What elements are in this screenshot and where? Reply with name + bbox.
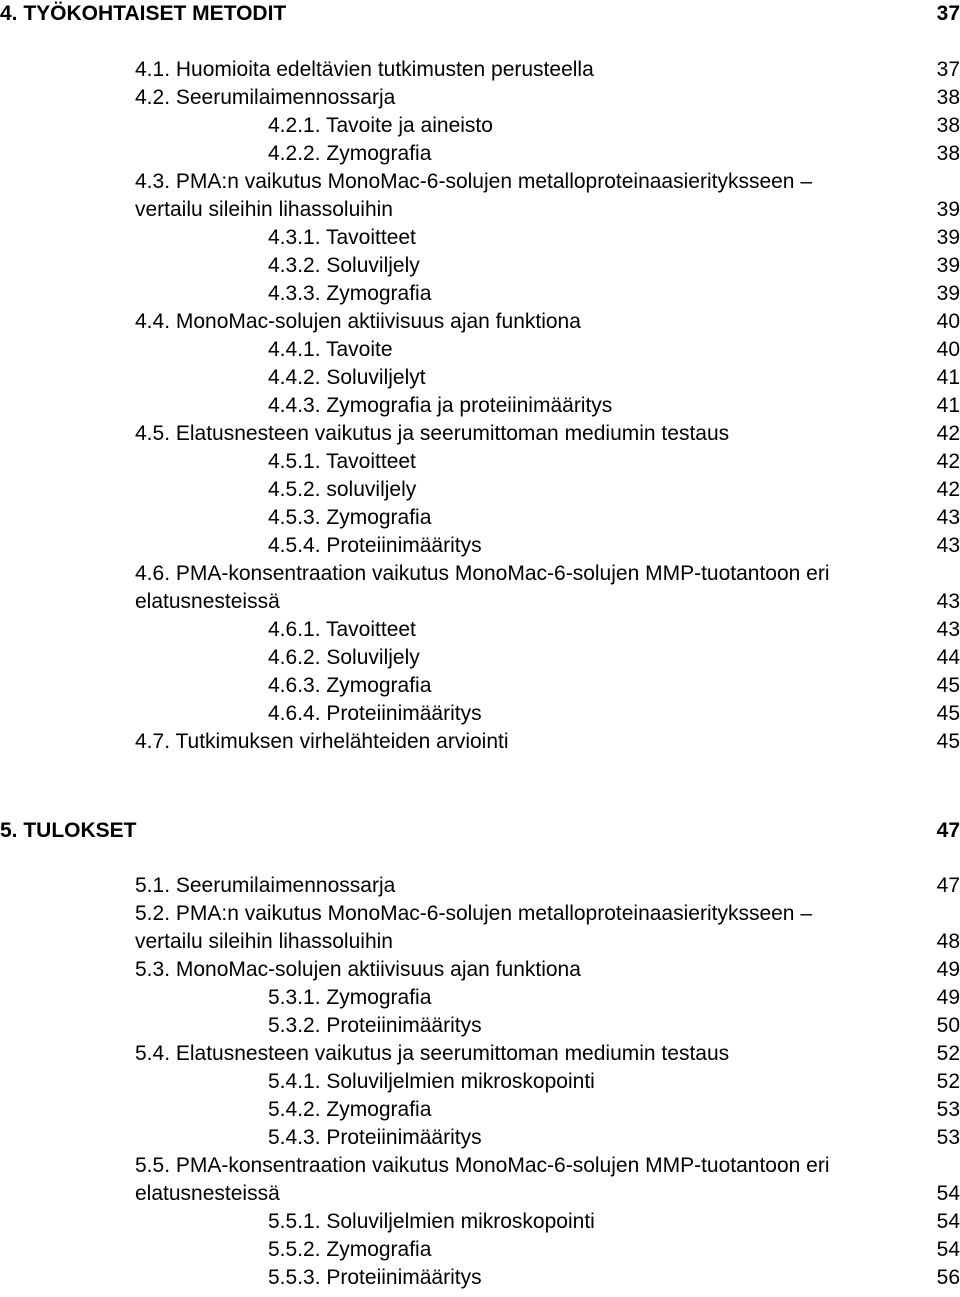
toc-entry[interactable] — [0, 928, 960, 956]
toc-entry-page: 39 — [936, 254, 960, 277]
toc-entry-title: 4.6.2. Soluviljely — [268, 646, 420, 669]
toc-entry-page: 56 — [936, 1266, 960, 1289]
toc-entry-title: 4.3.1. Tavoitteet — [268, 226, 416, 249]
toc-entry-title: 4.4.1. Tavoite — [268, 338, 393, 361]
toc-entry-title: 4.3.3. Zymografia — [268, 282, 432, 305]
toc-entry[interactable] — [0, 336, 960, 364]
toc-entry-title: 4.5. Elatusnesteen vaikutus ja seerumittoman mediumin testaus — [135, 422, 730, 445]
toc-entry[interactable] — [0, 1068, 960, 1096]
toc-entry[interactable] — [0, 644, 960, 672]
toc-entry-page: 37 — [936, 58, 960, 81]
toc-entry-title: 4.5.2. soluviljely — [268, 478, 417, 501]
toc-entry-page: 43 — [936, 506, 960, 529]
toc-entry-page: 41 — [936, 394, 960, 417]
toc-entry[interactable] — [0, 1208, 960, 1236]
toc-entry[interactable] — [0, 392, 960, 420]
toc-entry-title: 4.2. Seerumilaimennossarja — [135, 86, 396, 109]
toc-entry-title: 5.5.2. Zymografia — [268, 1238, 432, 1261]
toc-entry-page: 39 — [936, 198, 960, 221]
toc-entry-title: 5.5.3. Proteiinimääritys — [268, 1266, 482, 1289]
toc-entry-page: 39 — [936, 282, 960, 305]
toc-entry-title: 4.6.1. Tavoitteet — [268, 618, 416, 641]
toc-entry[interactable] — [0, 252, 960, 280]
toc-entry[interactable] — [0, 672, 960, 700]
toc-entry[interactable] — [0, 588, 960, 616]
toc-entry[interactable] — [0, 420, 960, 448]
toc-entry-page: 42 — [936, 422, 960, 445]
toc-entry-page: 40 — [936, 310, 960, 333]
toc-entry[interactable] — [0, 168, 960, 196]
toc-entry-page: 44 — [936, 646, 960, 669]
toc-entry[interactable] — [0, 872, 960, 900]
toc-entry-title: 4. TYÖKOHTAISET METODIT — [0, 2, 287, 25]
toc-entry-title: 5.3.1. Zymografia — [268, 986, 432, 1009]
toc-entry-title: 4.4. MonoMac-solujen aktiivisuus ajan funktiona — [135, 310, 581, 333]
toc-entry-title: 5.1. Seerumilaimennossarja — [135, 874, 396, 897]
toc-entry-page: 43 — [936, 534, 960, 557]
toc-entry[interactable] — [0, 224, 960, 252]
toc-entry[interactable] — [0, 196, 960, 224]
toc-entry[interactable] — [0, 1040, 960, 1068]
toc-entry[interactable] — [0, 140, 960, 168]
toc-entry-page: 47 — [936, 819, 960, 842]
toc-entry-page: 45 — [936, 674, 960, 697]
toc-entry-page: 40 — [936, 338, 960, 361]
toc-entry[interactable] — [0, 616, 960, 644]
toc-entry[interactable] — [0, 1124, 960, 1152]
toc-entry-title: 5.4.3. Proteiinimääritys — [268, 1126, 482, 1149]
toc-entry-page: 52 — [936, 1042, 960, 1065]
toc-entry[interactable] — [0, 984, 960, 1012]
toc-entry[interactable] — [0, 700, 960, 728]
toc-entry-title: 4.1. Huomioita edeltävien tutkimusten perusteella — [135, 58, 594, 81]
toc-entry-title: 5.2. PMA:n vaikutus MonoMac-6-solujen metalloproteinaasierityksseen – — [135, 902, 812, 925]
toc-entry-page: 38 — [936, 142, 960, 165]
toc-entry-page: 38 — [936, 86, 960, 109]
toc-entry-page: 53 — [936, 1126, 960, 1149]
toc-entry[interactable] — [0, 112, 960, 140]
toc-entry-page: 43 — [936, 618, 960, 641]
toc-entry-title: 4.5.4. Proteiinimääritys — [268, 534, 482, 557]
toc-entry[interactable] — [0, 1264, 960, 1292]
toc-entry[interactable] — [0, 504, 960, 532]
toc-entry-page: 53 — [936, 1098, 960, 1121]
toc-entry[interactable] — [0, 900, 960, 928]
toc-entry-title: 4.3. PMA:n vaikutus MonoMac-6-solujen metalloproteinaasierityksseen – — [135, 170, 812, 193]
toc-entry-title: elatusnesteissä — [135, 1182, 280, 1205]
toc-entry-page: 43 — [936, 590, 960, 613]
toc-entry[interactable] — [0, 1096, 960, 1124]
toc-entry-page: 49 — [936, 958, 960, 981]
toc-entry-page: 38 — [936, 114, 960, 137]
toc-entry-page: 54 — [936, 1182, 960, 1205]
toc-entry-title: 4.5.3. Zymografia — [268, 506, 432, 529]
toc-entry-title: 4.6.3. Zymografia — [268, 674, 432, 697]
toc-section-heading[interactable] — [0, 817, 960, 845]
toc-entry-page: 47 — [936, 874, 960, 897]
toc-entry-title: 4.4.2. Soluviljelyt — [268, 366, 426, 389]
toc-entry[interactable] — [0, 476, 960, 504]
toc-entry-page: 54 — [936, 1210, 960, 1233]
toc-entry-title: 4.6. PMA-konsentraation vaikutus MonoMac-6-solujen MMP-tuotantoon eri — [135, 562, 830, 585]
toc-entry-page: 37 — [936, 2, 960, 25]
toc-entry-title: 5.3.2. Proteiinimääritys — [268, 1014, 482, 1037]
toc-entry-page: 50 — [936, 1014, 960, 1037]
toc-entry-title: 4.4.3. Zymografia ja proteiinimääritys — [268, 394, 613, 417]
toc-entry[interactable] — [0, 280, 960, 308]
toc-entry[interactable] — [0, 308, 960, 336]
toc-entry-page: 45 — [936, 730, 960, 753]
toc-entry[interactable] — [0, 560, 960, 588]
toc-entry-title: 5.4.1. Soluviljelmien mikroskopointi — [268, 1070, 595, 1093]
toc-entry[interactable] — [0, 532, 960, 560]
toc-entry-page: 39 — [936, 226, 960, 249]
toc-entry-title: 5.3. MonoMac-solujen aktiivisuus ajan funktiona — [135, 958, 581, 981]
toc-entry[interactable] — [0, 84, 960, 112]
toc-entry[interactable] — [0, 364, 960, 392]
toc-entry-title: 4.7. Tutkimuksen virhelähteiden arviointi — [135, 730, 509, 753]
toc-entry-title: 5.5. PMA-konsentraation vaikutus MonoMac-6-solujen MMP-tuotantoon eri — [135, 1154, 830, 1177]
toc-entry-title: 4.3.2. Soluviljely — [268, 254, 420, 277]
toc-entry[interactable] — [0, 1012, 960, 1040]
toc-entry-page: 42 — [936, 478, 960, 501]
toc-entry[interactable] — [0, 956, 960, 984]
toc-entry-title: vertailu sileihin lihassoluihin — [135, 930, 393, 953]
toc-entry-title: 4.2.2. Zymografia — [268, 142, 432, 165]
toc-entry-title: 4.5.1. Tavoitteet — [268, 450, 416, 473]
toc-entry-title: 4.6.4. Proteiinimääritys — [268, 702, 482, 725]
toc-entry-page: 52 — [936, 1070, 960, 1093]
toc-entry[interactable] — [0, 56, 960, 84]
toc-entry-title: 5. TULOKSET — [0, 819, 137, 842]
toc-entry-page: 42 — [936, 450, 960, 473]
toc-entry-title: 5.4.2. Zymografia — [268, 1098, 432, 1121]
toc-entry-title: 5.5.1. Soluviljelmien mikroskopointi — [268, 1210, 595, 1233]
toc-entry-page: 54 — [936, 1238, 960, 1261]
toc-entry[interactable] — [0, 1152, 960, 1180]
toc-entry-title: 4.2.1. Tavoite ja aineisto — [268, 114, 493, 137]
toc-entry-page: 49 — [936, 986, 960, 1009]
toc-entry-title: 5.4. Elatusnesteen vaikutus ja seerumittoman mediumin testaus — [135, 1042, 730, 1065]
toc-entry-title: vertailu sileihin lihassoluihin — [135, 198, 393, 221]
toc-entry-page: 41 — [936, 366, 960, 389]
toc-entry-page: 48 — [936, 930, 960, 953]
toc-entry-page: 45 — [936, 702, 960, 725]
toc-section-heading[interactable] — [0, 0, 960, 28]
toc-entry[interactable] — [0, 448, 960, 476]
toc-entry[interactable] — [0, 728, 960, 756]
toc-entry[interactable] — [0, 1180, 960, 1208]
toc-entry-title: elatusnesteissä — [135, 590, 280, 613]
toc-entry[interactable] — [0, 1236, 960, 1264]
